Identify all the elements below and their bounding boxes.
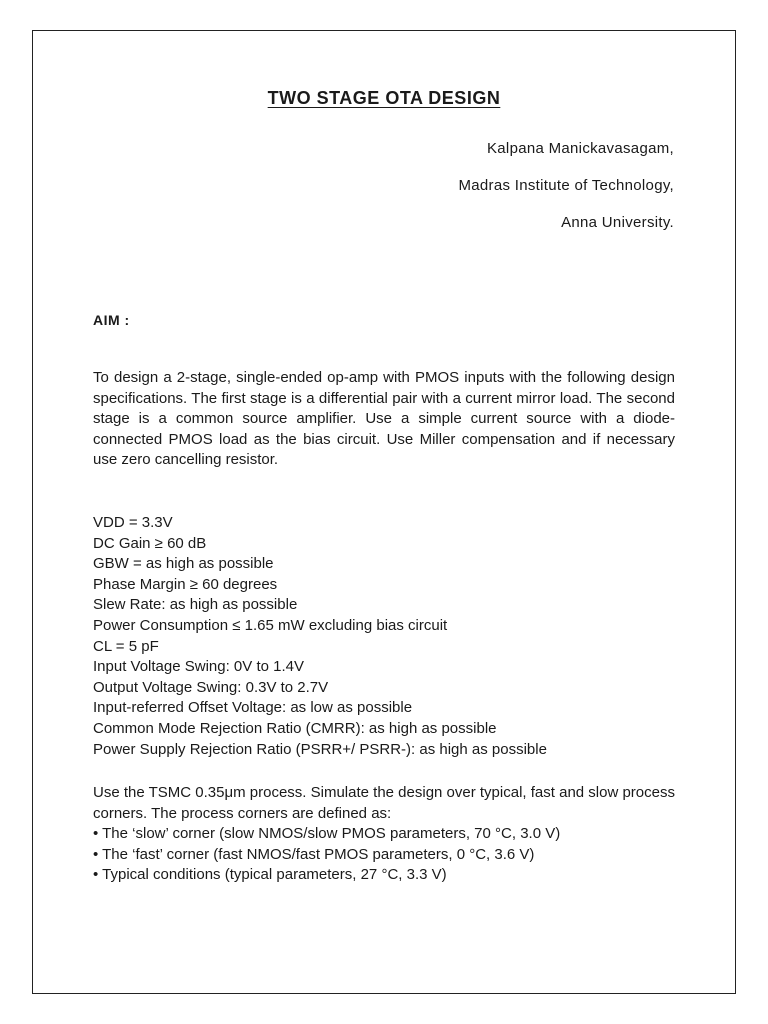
author-block xyxy=(458,130,674,241)
spec-slew-rate: Slew Rate: as high as possible xyxy=(93,596,298,614)
document-title xyxy=(0,88,768,109)
spec-phase-margin: Phase Margin ≥ 60 degrees xyxy=(93,575,278,593)
spec-psrr: Power Supply Rejection Ratio (PSRR+/ PSRR-): as high as possible xyxy=(93,740,547,758)
spec-input-swing: Input Voltage Swing: 0V to 1.4V xyxy=(93,658,304,676)
spec-load-capacitance: CL = 5 pF xyxy=(93,637,159,655)
aim-paragraph xyxy=(93,368,675,471)
author-name: Kalpana Manickavasagam, xyxy=(486,140,674,157)
spec-cmrr: Common Mode Rejection Ratio (CMRR): as high as possible xyxy=(93,719,497,737)
corner-fast: • The ‘fast’ corner (fast NMOS/fast PMOS parameters, 0 °C, 3.6 V) xyxy=(93,845,535,863)
document-title-text: TWO STAGE OTA DESIGN xyxy=(267,88,501,108)
corner-typical: • Typical conditions (typical parameters, 27 °C, 3.3 V) xyxy=(93,866,447,884)
corner-slow: • The ‘slow’ corner (slow NMOS/slow PMOS parameters, 70 °C, 3.0 V) xyxy=(93,825,561,843)
spec-power-consumption: Power Consumption ≤ 1.65 mW excluding bias circuit xyxy=(93,616,448,634)
aim-heading: AIM : xyxy=(93,312,130,328)
spec-offset-voltage: Input-referred Offset Voltage: as low as possible xyxy=(93,699,413,717)
aim-paragraph-text: To design a 2-stage, single-ended op-amp with PMOS inputs with the following design specifications. The first stage is a differential pair with a current mirror load. The second stage is a common source amplifier. Use a simple current source with a diode-connected PMOS load as the bias circuit. Use Miller compensation and if necessary use zero cancelling resistor. xyxy=(93,369,675,469)
spec-dc-gain: DC Gain ≥ 60 dB xyxy=(93,534,207,552)
design-specifications xyxy=(93,513,675,760)
author-university: Anna University. xyxy=(561,214,674,231)
process-intro: Use the TSMC 0.35μm process. Simulate the design over typical, fast and slow process corners. The process corners are defined as: xyxy=(93,784,675,822)
author-institute: Madras Institute of Technology, xyxy=(458,177,674,194)
spec-output-swing: Output Voltage Swing: 0.3V to 2.7V xyxy=(93,678,329,696)
spec-gbw: GBW = as high as possible xyxy=(93,555,274,573)
process-section xyxy=(93,783,675,886)
spec-vdd: VDD = 3.3V xyxy=(93,514,173,531)
